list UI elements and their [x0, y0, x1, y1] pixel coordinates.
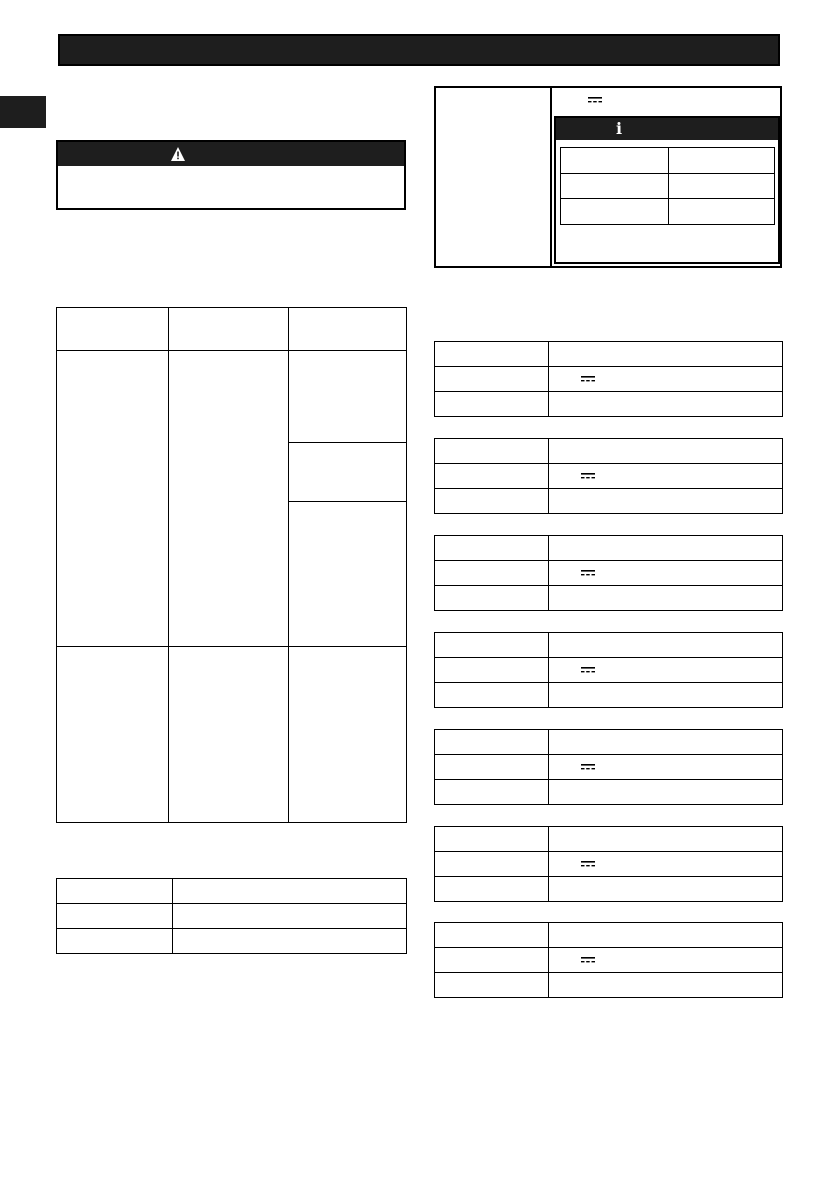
spec-table — [434, 341, 783, 417]
direct-current-icon — [581, 569, 595, 577]
spec-table-cell — [435, 658, 549, 683]
spec-table-cell — [435, 827, 549, 852]
direct-current-icon — [581, 763, 595, 771]
spec-table-cell — [435, 923, 549, 948]
spec-table-cell — [549, 489, 783, 514]
spec-table-cell — [435, 392, 549, 417]
table-cell — [173, 904, 407, 929]
spec-table-cell — [549, 683, 783, 708]
direct-current-icon — [581, 666, 595, 674]
direct-current-icon — [581, 375, 595, 383]
spec-table-cell — [435, 342, 549, 367]
spec-table-cell — [435, 561, 549, 586]
section-header-bar — [58, 34, 780, 66]
direct-current-icon — [581, 472, 595, 480]
main-table-cell — [289, 502, 407, 647]
spec-table-cell — [549, 367, 783, 392]
table-cell — [561, 199, 669, 225]
spec-table-cell — [435, 536, 549, 561]
spec-table-cell — [549, 342, 783, 367]
warning-triangle-icon — [170, 146, 186, 162]
spec-table-cell — [435, 489, 549, 514]
direct-current-icon — [581, 860, 595, 868]
main-table-cell — [289, 351, 407, 443]
main-table-cell — [289, 647, 407, 823]
spec-table-cell — [549, 755, 783, 780]
spec-table-cell — [435, 973, 549, 998]
main-table-header-cell — [57, 308, 169, 351]
main-table-cell — [289, 443, 407, 502]
main-table-cell — [169, 351, 289, 647]
spec-table — [434, 438, 783, 514]
table-cell — [57, 879, 173, 904]
main-table-cell — [57, 647, 169, 823]
info-panel-header — [556, 118, 778, 140]
warning-box — [56, 140, 406, 210]
spec-table-cell — [435, 877, 549, 902]
table-cell — [57, 929, 173, 954]
spec-table-cell — [549, 948, 783, 973]
battery-table — [56, 878, 407, 954]
table-cell — [561, 173, 669, 199]
spec-table-cell — [435, 852, 549, 877]
spec-table-cell — [549, 780, 783, 805]
spec-table-cell — [435, 367, 549, 392]
spec-table — [434, 535, 783, 611]
info-table — [560, 147, 775, 225]
spec-table-cell — [435, 439, 549, 464]
language-tab — [0, 96, 46, 128]
spec-table-cell — [549, 561, 783, 586]
info-box — [434, 86, 782, 268]
spec-table-cell — [549, 536, 783, 561]
spec-table-cell — [435, 755, 549, 780]
spec-table-cell — [549, 586, 783, 611]
main-table-header-cell — [169, 308, 289, 351]
spec-table-cell — [549, 658, 783, 683]
main-table — [56, 307, 407, 823]
spec-table-cell — [549, 973, 783, 998]
table-cell — [669, 199, 775, 225]
spec-table-cell — [549, 730, 783, 755]
spec-table-cell — [435, 948, 549, 973]
spec-table-cell — [435, 464, 549, 489]
spec-table-cell — [435, 683, 549, 708]
spec-table — [434, 729, 783, 805]
info-box-divider — [550, 88, 552, 266]
spec-table-cell — [435, 633, 549, 658]
table-cell — [561, 148, 669, 174]
direct-current-icon — [581, 956, 595, 964]
main-table-header-cell — [289, 308, 407, 351]
main-table-cell — [169, 647, 289, 823]
table-cell — [669, 173, 775, 199]
spec-table-cell — [549, 392, 783, 417]
info-panel — [554, 116, 780, 264]
warning-header — [58, 142, 404, 166]
spec-table — [434, 922, 783, 998]
spec-table-cell — [435, 586, 549, 611]
spec-table-cell — [549, 923, 783, 948]
table-cell — [173, 929, 407, 954]
main-table-cell — [57, 351, 169, 647]
spec-table-cell — [549, 827, 783, 852]
spec-table — [434, 826, 783, 902]
info-icon: i — [616, 119, 623, 138]
spec-table-cell — [549, 877, 783, 902]
spec-table-cell — [549, 439, 783, 464]
spec-table-cell — [435, 730, 549, 755]
table-cell — [57, 904, 173, 929]
spec-table-cell — [549, 464, 783, 489]
spec-table-cell — [549, 852, 783, 877]
table-cell — [173, 879, 407, 904]
direct-current-icon — [588, 96, 602, 104]
spec-table-cell — [549, 633, 783, 658]
spec-table-cell — [435, 780, 549, 805]
spec-table — [434, 632, 783, 708]
table-cell — [669, 148, 775, 174]
